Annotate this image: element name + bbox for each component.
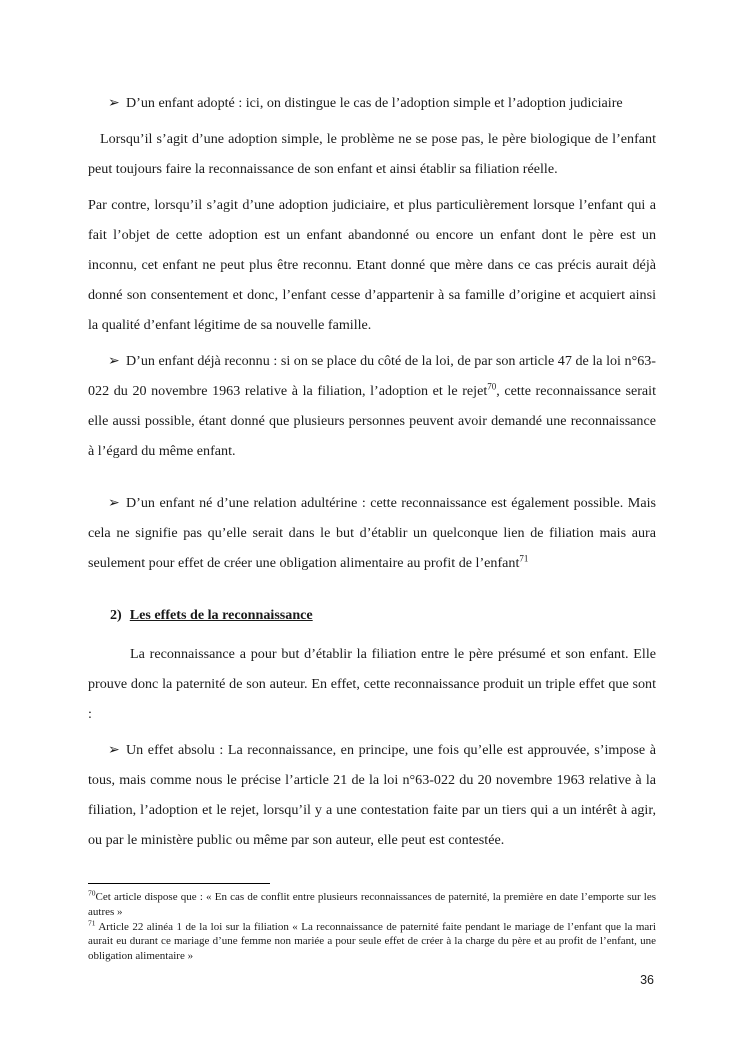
- footnote-text: Article 22 alinéa 1 de la loi sur la filiation « La reconnaissance de paternité faite pendant le mariage de l’enfant que la mari aurait eu durant ce mariage d’une femme non mariée a pour seule effet de créer à la charge du père et au profit de l’enfant, une obligation alimentaire »: [88, 920, 656, 963]
- footnote-number: 71: [88, 917, 96, 927]
- footnote-ref-71[interactable]: 71: [519, 553, 529, 564]
- arrow-bullet-icon: ➢: [108, 495, 120, 511]
- arrow-bullet-icon: ➢: [108, 353, 120, 369]
- paragraph-text: D’un enfant déjà reconnu : si on se place du côté de la loi, de par son article 47 de la loi n°63-022 du 20 novembre 1963 relative à la filiation, l’adoption et le rejet: [88, 353, 656, 399]
- arrow-bullet-icon: ➢: [108, 742, 120, 758]
- paragraph-judicial-adoption: Par contre, lorsqu’il s’agit d’une adoption judiciaire, et plus particulièrement lorsque l’enfant qui a fait l’objet de cette adoption est un enfant abandonné ou encore un enfant dont le père est un inconnu, cet enfant ne peut plus être reconnu. Etant donné que mère dans ce cas précis aurait déjà donné son consentement et donc, l’enfant cesse d’appartenir à sa famille d’origine et acquiert ainsi la qualité d’enfant légitime de sa nouvelle famille.: [88, 197, 656, 333]
- body-text: [88, 88, 656, 855]
- paragraph-text: D’un enfant adopté : ici, on distingue le cas de l’adoption simple et l’adoption judiciaire: [126, 95, 623, 111]
- page-number: 36: [640, 973, 654, 987]
- paragraph-already-recognized: [88, 346, 656, 466]
- section-heading: [88, 600, 656, 630]
- paragraph-adopted-child: [88, 88, 656, 118]
- footnote-71: [88, 917, 656, 964]
- arrow-bullet-icon: ➢: [108, 95, 120, 111]
- heading-number: 2): [110, 607, 122, 623]
- footnote-70: [88, 890, 656, 920]
- paragraph-text: , cette reconnaissance serait elle aussi possible, étant donné que plusieurs personnes peuvent avoir demandé une reconnaissance à l’égard du même enfant.: [88, 383, 656, 459]
- footnote-separator: [88, 883, 270, 884]
- paragraph-effects-intro: La reconnaissance a pour but d’établir la filiation entre le père présumé et son enfant. Elle prouve donc la paternité de son auteur. En effet, cette reconnaissance produit un triple effet que sont :: [88, 646, 656, 722]
- footnotes: [88, 890, 656, 964]
- footnote-ref-70[interactable]: 70: [487, 381, 497, 392]
- paragraph-text: Un effet absolu : La reconnaissance, en principe, une fois qu’elle est approuvée, s’impose à tous, mais comme nous le précise l’article 21 de la loi n°63-022 du 20 novembre 1963 relative à la filiation, l’adoption et le rejet, lorsqu’il y a une contestation faite par un tiers qui a un intérêt à agir, ou par le ministère public ou même par son auteur, elle peut est contestée.: [88, 742, 656, 848]
- paragraph-absolute-effect: [88, 735, 656, 855]
- heading-title: Les effets de la reconnaissance: [129, 607, 313, 623]
- paragraph-adulterine-child: [88, 488, 656, 578]
- footnote-number: 70: [88, 888, 96, 898]
- paragraph-simple-adoption: Lorsqu’il s’agit d’une adoption simple, le problème ne se pose pas, le père biologique de l’enfant peut toujours faire la reconnaissance de son enfant et ainsi établir sa filiation réelle.: [88, 131, 656, 177]
- paragraph-text: D’un enfant né d’une relation adultérine : cette reconnaissance est également possible. Mais cela ne signifie pas qu’elle serait dans le but d’établir un quelconque lien de filiation mais aura seulement pour effet de créer une obligation alimentaire au profit de l’enfant: [88, 495, 656, 571]
- footnote-text: Cet article dispose que : « En cas de conflit entre plusieurs reconnaissances de paternité, la première en date l’emporte sur les autres »: [88, 891, 656, 918]
